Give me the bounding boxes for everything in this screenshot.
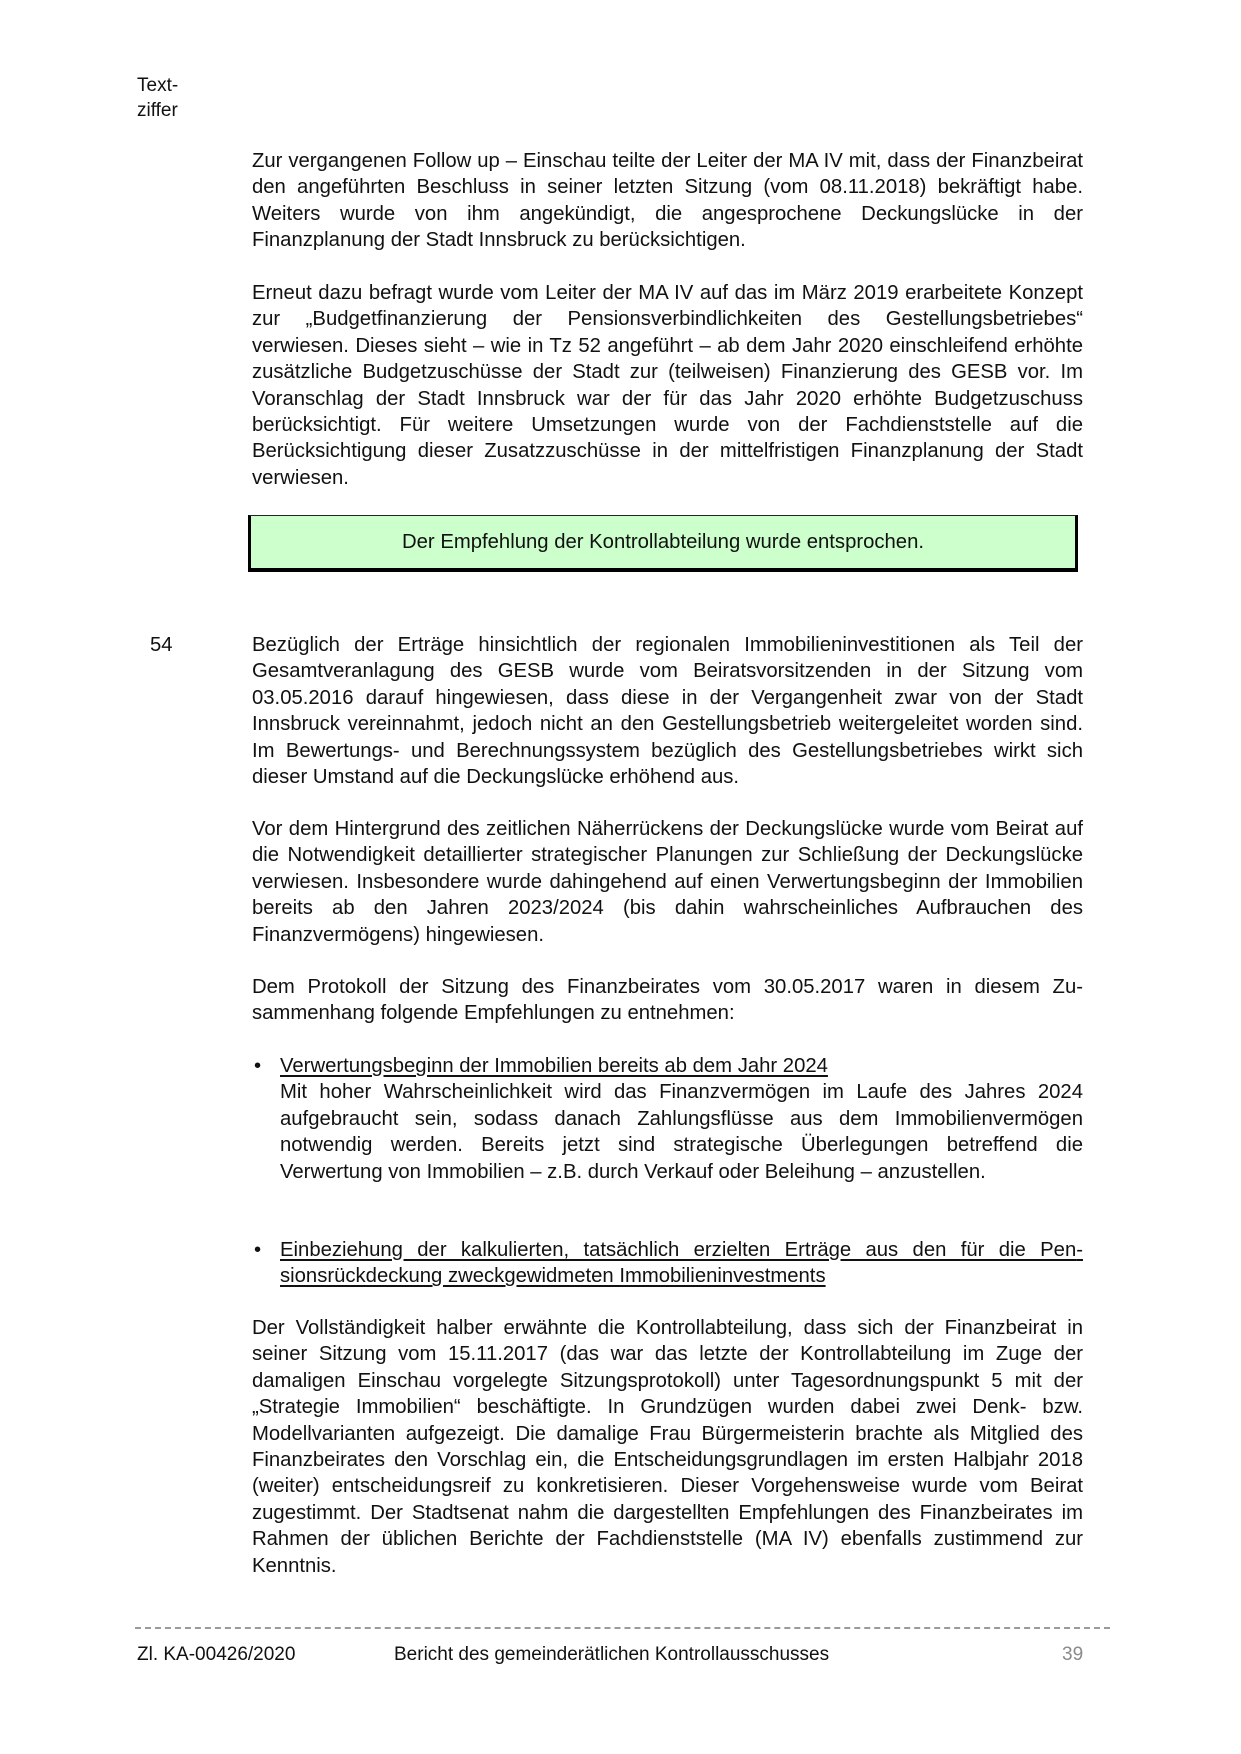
paragraph-text: Der Vollständigkeit halber erwähnte die Kontrollabteilung, dass sich der Finanzbeirat in seiner Sitzung vom 15.11.2017 (das war das letzte der Kontrollabteilung im Zuge der damaligen Einschau vorgelegte Sitzungsprotokoll) unter Tagesordnungspunkt 5 mit der „Strategie Immobilien“ beschäftigte. In Grundzügen wurden dabei zwei Denk- bzw. Modellvarianten aufgezeigt. Die damalige Frau Bürgermeisterin brachte als Mitglied des Finanzbeirates den Vorschlag ein, die Entscheidungsgrundlagen im ersten Halbjahr 2018 (weiter) entscheidungsreif zu konkretisieren. Dieser Vorgehensweise wurde vom Beirat zugestimmt. Der Stadtsenat nahm die dargestellten Empfehlungen des Finanzbeirates im Rahmen der üblichen Berichte der Fachdienststelle (MA IV) ebenfalls zustimmend zur Kenntnis.	[252, 1317, 1083, 1577]
bullet-list-item	[252, 1053, 1083, 1185]
paragraph-deckungsluecke	[252, 816, 1083, 948]
recommendation-status-box	[248, 515, 1078, 572]
paragraph-text: Erneut dazu befragt wurde vom Leiter der MA IV auf das im März 2019 erarbeitete Konzept zur „Budgetfinanzierung der Pensionsverbindlichkeiten des Gestellungsbetriebes“ verwiesen. Dieses sieht – wie in Tz 52 angeführt – ab dem Jahr 2020 einschleifend erhöhte zusätzliche Budgetzuschüsse der Stadt zur (teilweisen) Finanzierung des GESB vor. Im Voranschlag der Stadt Innsbruck war der für das Jahr 2020 erhöhte Budgetzuschuss berücksichtigt. Für weitere Umsetzungen wurde von der Fachdienststelle auf die Berücksichtigung dieser Zusatzzuschüsse in der mittelfristigen Finanzplanung der Stadt verwiesen.	[252, 282, 1083, 489]
bullet-title: Einbeziehung der kalkulierten, tatsächlich erzielten Erträge aus den für die Pensionsrückdeckung zweckgewidmeten Immobilieninvestments	[280, 1239, 1083, 1288]
paragraph-protokoll	[252, 974, 1083, 1027]
bullet-icon: •	[254, 1239, 262, 1261]
paragraph-follow-up	[252, 148, 1083, 254]
bullet-icon: •	[254, 1055, 262, 1077]
paragraph-text: Vor dem Hintergrund des zeitlichen Näherrückens der Deckungslücke wurde vom Beirat auf die Notwendigkeit detaillierter strategischer Planungen zur Schließung der Deckungslücke verwiesen. Insbesondere wurde dahingehend auf einen Verwertungsbeginn der Immobilien bereits ab den Jahren 2023/2024 (bis dahin wahrscheinliches Aufbrauchen des Finanzvermögens) hingewiesen.	[252, 818, 1083, 946]
paragraph-text: Dem Protokoll der Sitzung des Finanzbeirates vom 30.05.2017 waren in diesem Zusammenhang folgende Empfehlungen zu entnehmen:	[252, 976, 1083, 1025]
paragraph-ertraege	[252, 632, 1083, 790]
bullet-title: Verwertungsbeginn der Immobilien bereits ab dem Jahr 2024	[280, 1055, 828, 1077]
margin-label-line2: ziffer	[137, 100, 178, 121]
paragraph-text: Zur vergangenen Follow up – Einschau teilte der Leiter der MA IV mit, dass der Finanzbeirat den angeführten Beschluss in seiner letzten Sitzung (vom 08.11.2018) bekräftigt habe. Weiters wurde von ihm angekündigt, die angesprochene Deckungslücke in der Finanzplanung der Stadt Innsbruck zu berücksichtigen.	[252, 150, 1083, 252]
footer-title: Bericht des gemeinderätlichen Kontrollausschusses	[394, 1644, 830, 1665]
bullet-item-einbeziehung	[252, 1237, 1083, 1290]
bullet-body: Mit hoher Wahrscheinlichkeit wird das Finanzvermögen im Laufe des Jahres 2024 aufgebraucht sein, sodass danach Zahlungsflüsse aus dem Immobilienvermögen notwendig werden. Bereits jetzt sind strategische Überlegungen betreffend die Verwertung von Immobilien – z.B. durch Verkauf oder Beleihung – anzustellen.	[280, 1081, 1083, 1183]
paragraph-text: Bezüglich der Erträge hinsichtlich der regionalen Immobilieninvestitionen als Teil der Gesamtveranlagung des GESB wurde vom Beiratsvorsitzenden in der Sitzung vom 03.05.2016 darauf hingewiesen, dass diese in der Vergangenheit zwar von der Stadt Innsbruck vereinnahmt, jedoch nicht an den Gestellungsbetrieb weitergeleitet worden sind. Im Bewertungs- und Berechnungssystem bezüglich des Gestellungsbetriebes wirkt sich dieser Umstand auf die Deckungslücke erhöhend aus.	[252, 634, 1083, 789]
bullet-list-item	[252, 1237, 1083, 1290]
margin-label-textziffer	[137, 73, 178, 123]
footer-divider	[135, 1627, 1110, 1629]
recommendation-status-text: Der Empfehlung der Kontrollabteilung wurde entsprochen.	[402, 530, 924, 553]
paragraph-budget-concept	[252, 280, 1083, 491]
textziffer-number: 54	[150, 634, 173, 656]
footer-reference: Zl. KA-00426/2020	[137, 1644, 296, 1665]
paragraph-vollstaendigkeit	[252, 1315, 1083, 1579]
page-number: 39	[1062, 1644, 1084, 1665]
margin-label-line1: Text-	[137, 75, 179, 96]
bullet-item-verwertungsbeginn	[252, 1053, 1083, 1185]
